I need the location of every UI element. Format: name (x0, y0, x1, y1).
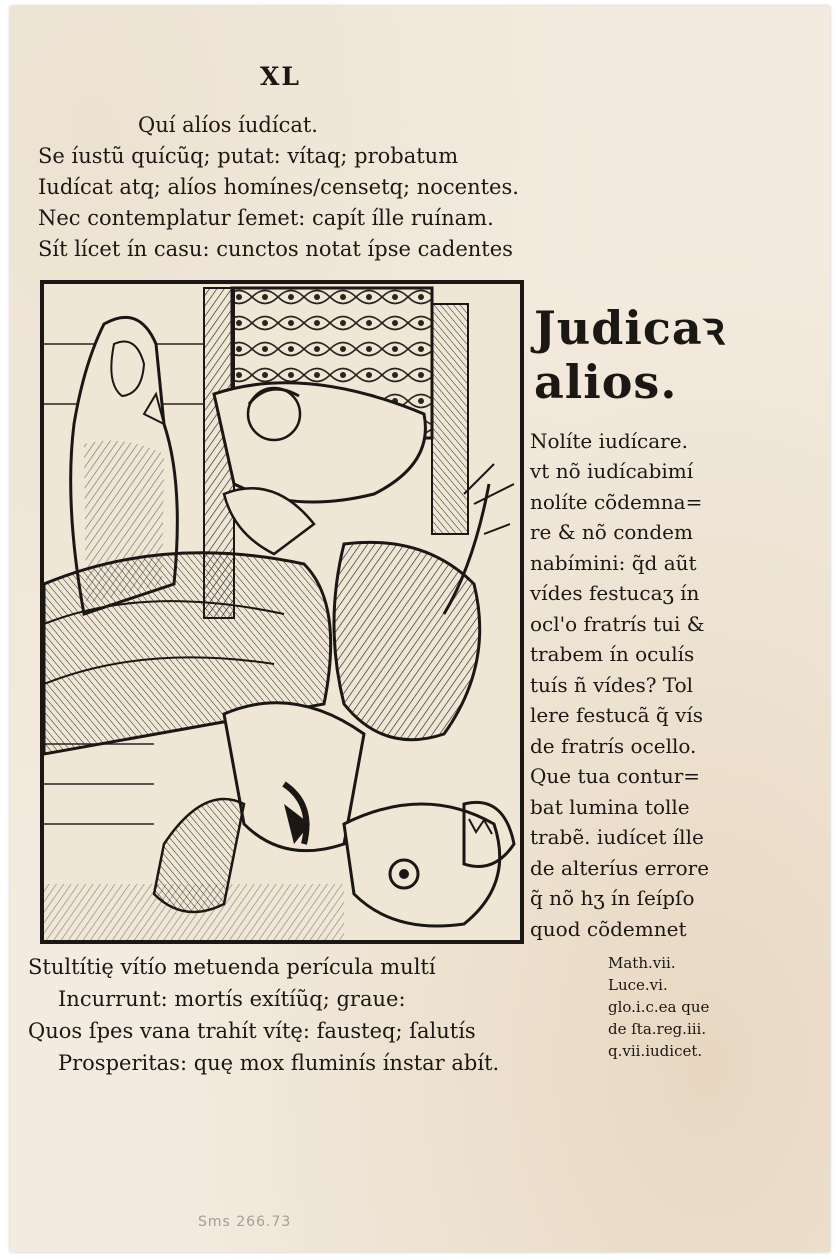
gloss-line: vídes festucaʒ ín (530, 581, 700, 605)
gloss-line: tuís ñ vídes? Tol (530, 673, 694, 697)
gloss-line: nabímini: q̃d aũt (530, 551, 697, 575)
verse-line: Iudícat atq; alíos homínes/censetq; nocentes. (38, 175, 519, 199)
reference-line: glo.i.c.ea que (608, 998, 710, 1016)
gloss-line: trabem ín oculís (530, 642, 695, 666)
reference-line: Luce.vi. (608, 976, 668, 994)
gloss-line: de alteríus errore (530, 856, 710, 880)
book-page (10, 6, 830, 1252)
verse-line: Sít lícet ín casu: cunctos notat ípse cadentes (38, 237, 513, 261)
gloss-line: quod cõdemnet (530, 917, 687, 941)
verse-title: Quí alíos íudícat. (138, 113, 318, 137)
gloss-line: nolíte cõdemna= (530, 490, 703, 514)
gloss-line: Que tua contur= (530, 764, 701, 788)
gloss-line: vt nõ iudícabimí (530, 459, 694, 483)
gloss-line: trabẽ. iudícet ílle (530, 825, 704, 849)
reference-line: de ſta.reg.iii. (608, 1020, 707, 1038)
gloss-line: re & nõ condem (530, 520, 693, 544)
woodcut-illustration (40, 280, 524, 944)
pencil-shelfmark: Sms 266.73 (198, 1214, 292, 1230)
gloss-line: q̃ nõ hʒ ín ſeípſo (530, 886, 695, 910)
heading-line: Judicaꝛ (534, 301, 726, 355)
reference-line: Math.vii. (608, 954, 676, 972)
verse-line: Incurrunt: mortís exítíũq; graue: (58, 987, 406, 1011)
gloss-line: ocl'o fratrís tui & (530, 612, 705, 636)
verse-line: Prosperitas: quę mox fluminís ínstar abít. (58, 1051, 500, 1075)
gloss-line: Nolíte iudícare. (530, 429, 688, 453)
verse-line: Quos ſpes vana trahít vítę: fausteq; ſalutís (28, 1019, 476, 1043)
gloss-line: bat lumina tolle (530, 795, 690, 819)
verse-line: Nec contemplatur ſemet: capít ílle ruínam. (38, 206, 494, 230)
heading-line: alios. (534, 355, 678, 409)
woodcut-drawing (44, 284, 520, 940)
gloss-line: de fratrís ocello. (530, 734, 697, 758)
verse-line: Stultítię vítío metuenda perícula multí (28, 955, 436, 979)
folio-number: XL (260, 62, 301, 91)
reference-line: q.vii.iudicet. (608, 1042, 703, 1060)
verse-line: Se íustũ quícũq; putat: vítaq; probatum (38, 144, 459, 168)
gloss-line: lere festucã q̃ vís (530, 703, 704, 727)
